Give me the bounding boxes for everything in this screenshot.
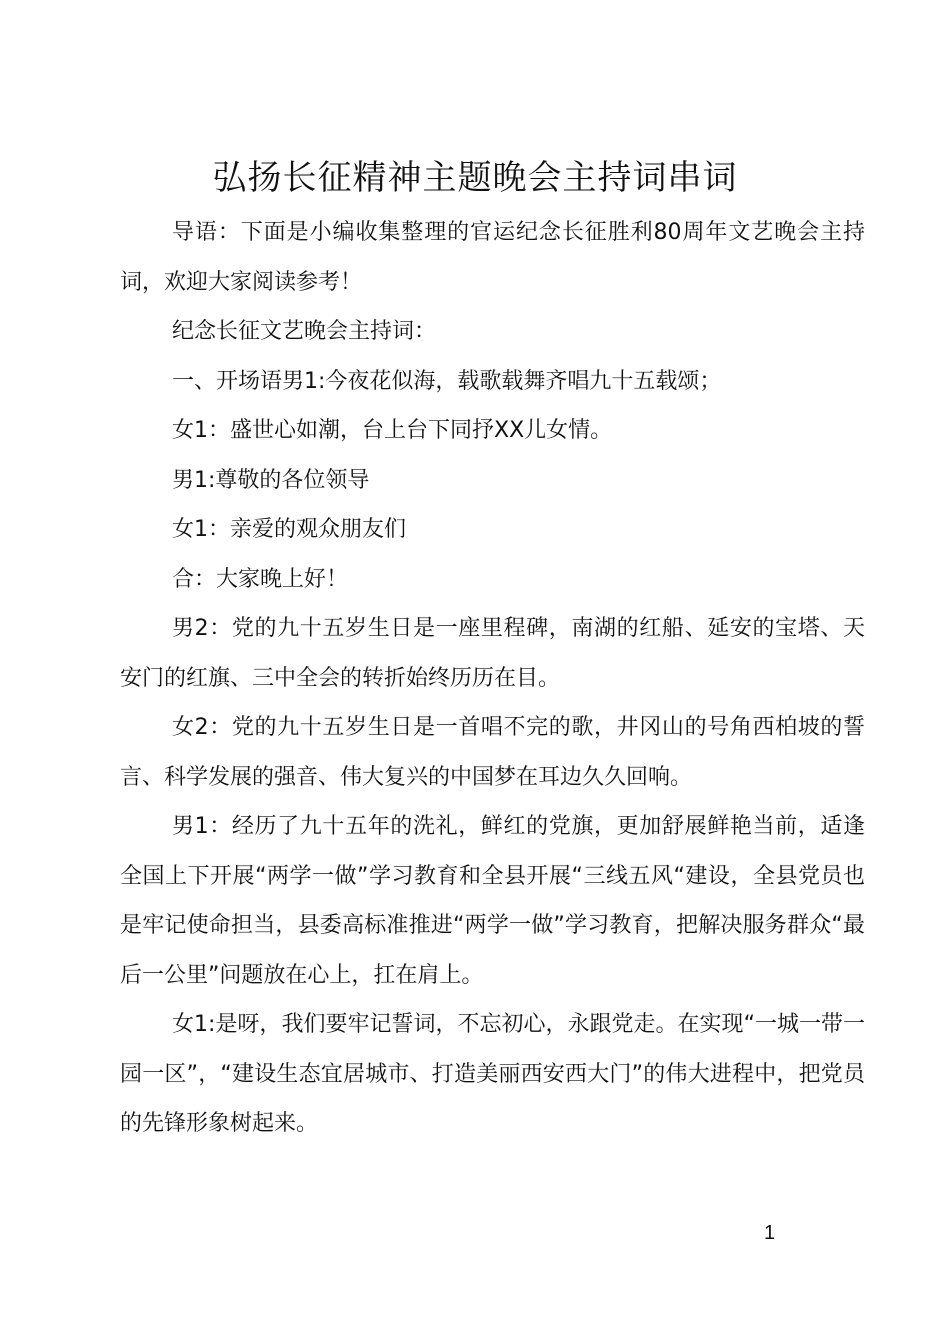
document-body xyxy=(120,208,865,1149)
paragraph-line: 合：大家晚上好！ xyxy=(172,566,349,592)
document-title: 弘扬长征精神主题晚会主持词串词 xyxy=(212,158,738,198)
paragraph-section-heading: 纪念长征文艺晚会主持词： xyxy=(172,319,437,344)
paragraph-line: 女1:是呀，我们要牢记誓词，不忘初心，永跟党走。在实现“一城一带一园一区”，“建设生态宜居城市、打造美丽西安西大门”的伟大进程中，把党员的先锋形象树起来。 xyxy=(120,1012,865,1136)
paragraph-opening: 一、开场语男1:今夜花似海，载歌载舞齐唱九十五载颂； xyxy=(172,368,722,394)
paragraph-line: 男1:尊敬的各位领导 xyxy=(172,467,370,493)
paragraph-line: 男1：经历了九十五年的洗礼，鲜红的党旗，更加舒展鲜艳当前，适逢全国上下开展“两学一做”学习教育和全县开展“三线五风“建设，全县党员也是牢记使命担当，县委高标准推进“两学一做”学习教育，把解决服务群众“最后一公里”问题放在心上，扛在肩上。 xyxy=(120,814,865,988)
paragraph-line: 男2：党的九十五岁生日是一座里程碑，南湖的红船、延安的宝塔、天安门的红旗、三中全会的转折始终历历在目。 xyxy=(120,616,865,691)
paragraph-line: 女1：盛世心如潮，台上台下同抒XX儿女情。 xyxy=(172,418,613,443)
paragraph-line: 女1：亲爱的观众朋友们 xyxy=(172,517,406,542)
paragraph-intro: 导语：下面是小编收集整理的官运纪念长征胜利80周年文艺晚会主持词，欢迎大家阅读参考！ xyxy=(120,220,865,295)
page-number: 1 xyxy=(764,1222,776,1244)
paragraph-line: 女2：党的九十五岁生日是一首唱不完的歌，井冈山的号角西柏坡的誓言、科学发展的强音、伟大复兴的中国梦在耳边久久回响。 xyxy=(120,715,865,790)
